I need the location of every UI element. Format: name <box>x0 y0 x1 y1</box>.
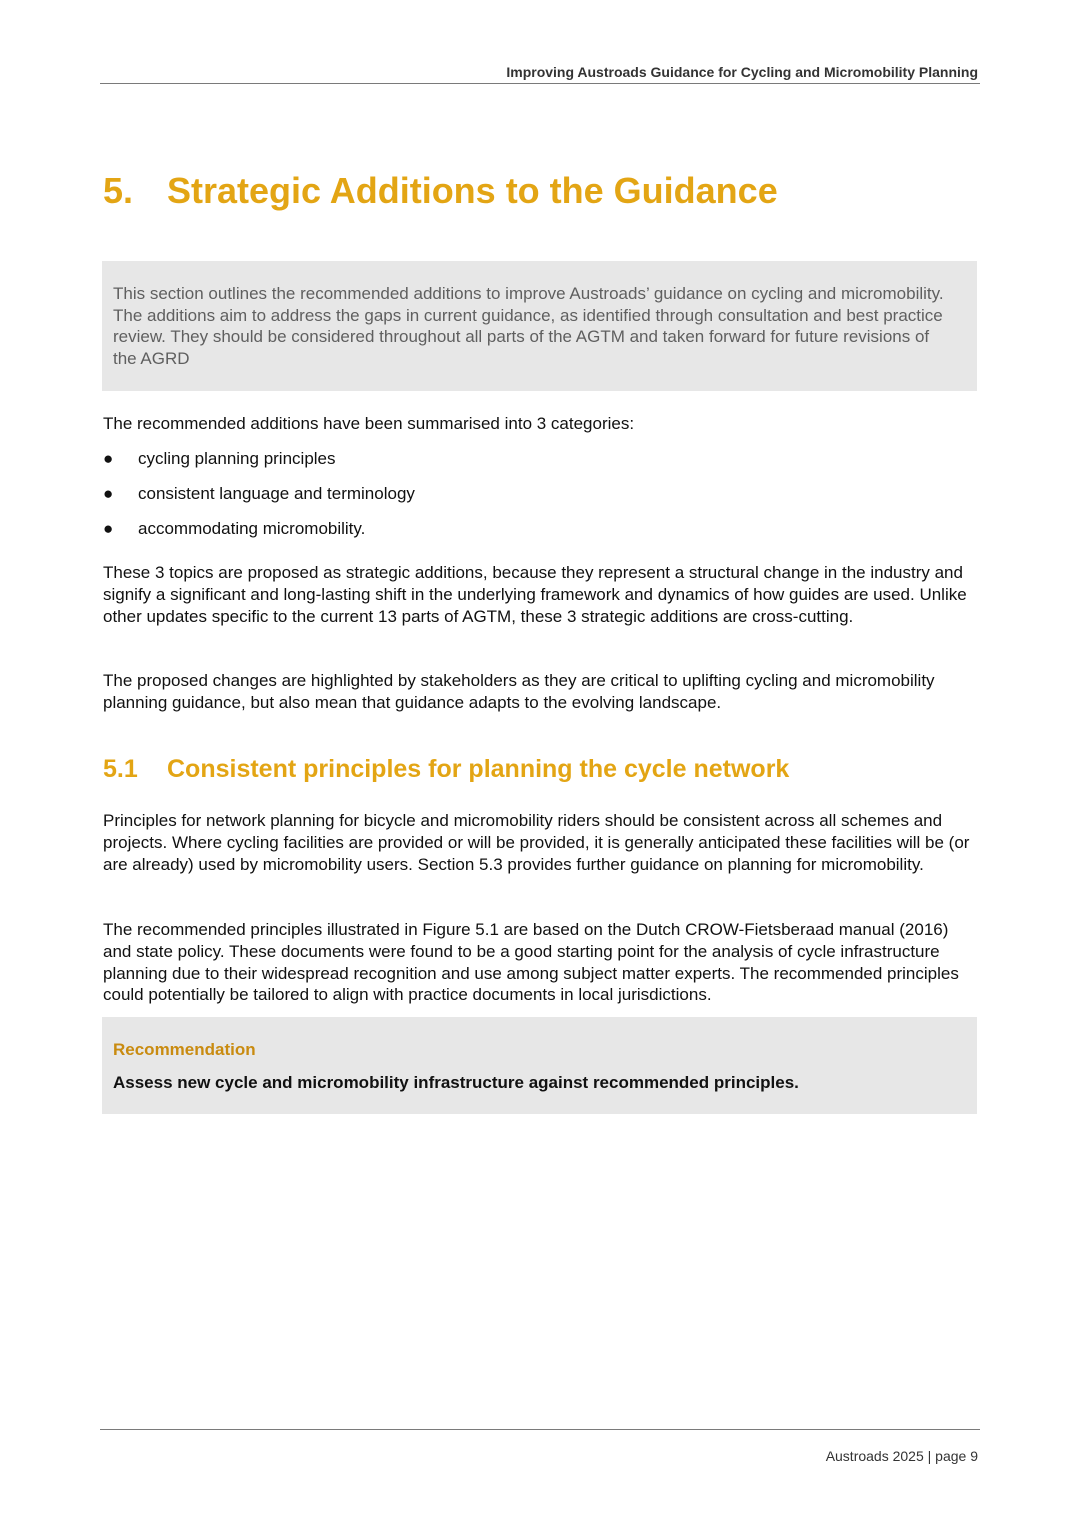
section-title <box>103 755 789 784</box>
page-footer <box>100 1429 980 1464</box>
section-number: 5.1 <box>103 755 138 783</box>
principles-paragraph: The recommended principles illustrated in Figure 5.1 are based on the Dutch CROW-Fietsberaad manual (2016) and state policy. These documents were found to be a good starting point for the analysis of cycle infrastructure planning due to their widespread recognition and use among subject matter experts. The recommended principles could potentially be tailored to align with practice documents in local jurisdictions. <box>103 920 959 1005</box>
categories-list <box>103 448 415 553</box>
recommendation-box <box>102 1017 977 1114</box>
strategic-additions-paragraph: These 3 topics are proposed as strategic additions, because they represent a structural change in the industry and signify a significant and long-lasting shift in the underlying framework and dynamics of how guides are used. Unlike other updates specific to the current 13 parts of AGTM, these 3 strategic additions are cross-cutting. <box>103 563 967 626</box>
bullet-icon: ● <box>103 449 114 468</box>
network-planning-paragraph: Principles for network planning for bicycle and micromobility riders should be consistent across all schemes and projects. Where cycling facilities are provided or will be provided, it is generally anticipated these facilities will be (or are already) used by micromobility users. Section 5.3 provides further guidance on planning for micromobility. <box>103 811 970 874</box>
chapter-title <box>103 170 778 212</box>
intro-callout-box <box>102 261 977 391</box>
section-title-text: Consistent principles for planning the cycle network <box>167 755 790 783</box>
page-header <box>100 64 980 84</box>
list-item <box>103 483 415 518</box>
list-item-text: consistent language and terminology <box>138 484 415 503</box>
bullet-icon: ● <box>103 519 114 538</box>
list-item-text: accommodating micromobility. <box>138 519 366 538</box>
categories-intro: The recommended additions have been summarised into 3 categories: <box>103 414 635 433</box>
list-item-text: cycling planning principles <box>138 449 336 468</box>
list-item <box>103 448 415 483</box>
page-number: Austroads 2025 | page 9 <box>825 1448 978 1464</box>
bullet-icon: ● <box>103 484 114 503</box>
running-title: Improving Austroads Guidance for Cycling and Micromobility Planning <box>506 64 978 80</box>
intro-callout-text: This section outlines the recommended additions to improve Austroads’ guidance on cycling and micromobility. The additions aim to address the gaps in current guidance, as identified through consultation and best practice review. They should be considered throughout all parts of the AGTM and taken forward for future revisions of the AGRD <box>113 284 944 368</box>
list-item <box>103 518 415 553</box>
recommendation-text: Assess new cycle and micromobility infrastructure against recommended principles. <box>113 1073 799 1092</box>
chapter-title-text: Strategic Additions to the Guidance <box>167 170 778 211</box>
recommendation-label: Recommendation <box>113 1040 256 1059</box>
chapter-number: 5. <box>103 170 134 211</box>
stakeholders-paragraph: The proposed changes are highlighted by stakeholders as they are critical to uplifting cycling and micromobility planning guidance, but also mean that guidance adapts to the evolving landscape. <box>103 671 935 712</box>
